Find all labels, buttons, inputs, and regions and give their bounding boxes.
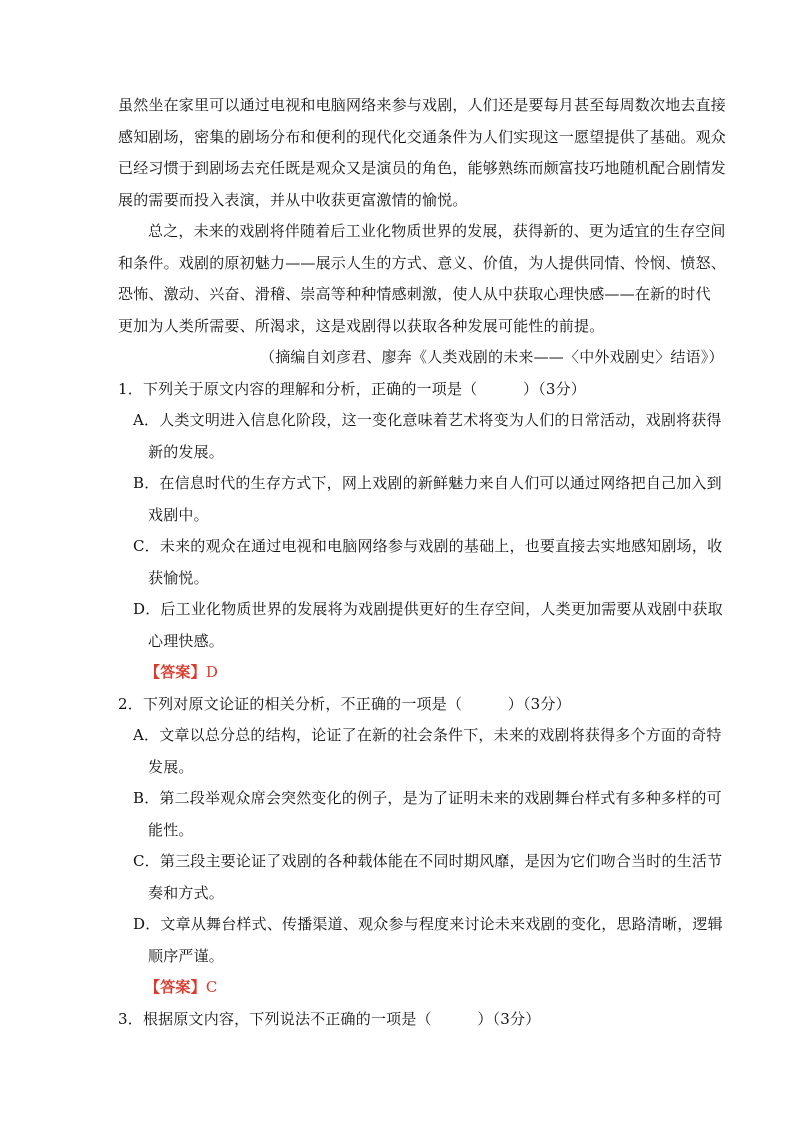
paragraph-line: 已经习惯于到剧场去充任既是观众又是演员的角色，能够熟练而颇富技巧地随机配合剧情发 [118,159,727,177]
paragraph-line: 虽然坐在家里可以通过电视和电脑网络来参与戏剧，人们还是要每月甚至每周数次地去直接 [118,96,727,114]
option-d-continuation: 顺序严谨。 [148,947,225,965]
paragraph-line: 总之，未来的戏剧将伴随着后工业化物质世界的发展，获得新的、更为适宜的生存空间 [148,222,726,240]
answer-value: D [205,663,219,681]
option-a-continuation: 新的发展。 [148,443,225,461]
option-c-continuation: 获愉悦。 [148,569,209,587]
paragraph-line: 和条件。戏剧的原初魅力——展示人生的方式、意义、价值，为人提供同情、怜悯、愤怒、 [118,254,727,272]
option-a: A．人类文明进入信息化阶段，这一变化意味着艺术将变为人们的日常活动，戏剧将获得 [133,411,722,429]
source-citation: （摘编自刘彦君、廖奔《人类戏剧的未来——〈中外戏剧史〉结语》） [260,348,724,366]
answer-label: 【答案】 [145,978,206,996]
option-c: C．未来的观众在通过电视和电脑网络参与戏剧的基础上，也要直接去实地感知剧场，收 [133,537,723,555]
answer-line [145,977,705,997]
option-d: D．文章从舞台样式、传播渠道、观众参与程度来讨论未来戏剧的变化，思路清晰，逻辑 [133,915,723,933]
paragraph-line: 更加为人类所需要、所渴求，这是戏剧得以获取各种发展可能性的前提。 [118,317,605,335]
option-d-continuation: 心理快感。 [148,632,225,650]
option-b: B．在信息时代的生存方式下，网上戏剧的新鲜魅力来自人们可以通过网络把自己加入到 [133,474,722,492]
answer-line [145,662,705,682]
option-d: D．后工业化物质世界的发展将为戏剧提供更好的生存空间，人类更加需要从戏剧中获取 [133,600,723,618]
answer-value: C [205,978,218,996]
option-b-continuation: 戏剧中。 [148,506,209,524]
answer-label: 【答案】 [145,663,206,681]
option-c: C．第三段主要论证了戏剧的各种载体能在不同时期风靡，是因为它们吻合当时的生活节 [133,852,723,870]
option-b: B．第二段举观众席会突然变化的例子，是为了证明未来的戏剧舞台样式有多种多样的可 [133,789,722,807]
question-stem: 2．下列对原文论证的相关分析，不正确的一项是（ ）（3分） [118,695,571,713]
paragraph-line: 恐怖、激动、兴奋、滑稽、崇高等种种情感刺激，使人从中获取心理快感——在新的时代 [118,285,711,303]
option-a: A．文章以总分总的结构，论证了在新的社会条件下，未来的戏剧将获得多个方面的奇特 [133,726,722,744]
option-c-continuation: 奏和方式。 [148,884,225,902]
option-a-continuation: 发展。 [148,758,194,776]
option-b-continuation: 能性。 [148,821,194,839]
question-stem: 1．下列关于原文内容的理解和分析，正确的一项是（ ）（3分） [118,380,586,398]
paragraph-line: 感知剧场，密集的剧场分布和便利的现代化交通条件为人们实现这一愿望提供了基础。观众 [118,128,727,146]
paragraph-line: 展的需要而投入表演，并从中收获更富激情的愉悦。 [118,191,468,209]
question-stem: 3．根据原文内容，下列说法不正确的一项是（ ）（3分） [118,1010,541,1028]
